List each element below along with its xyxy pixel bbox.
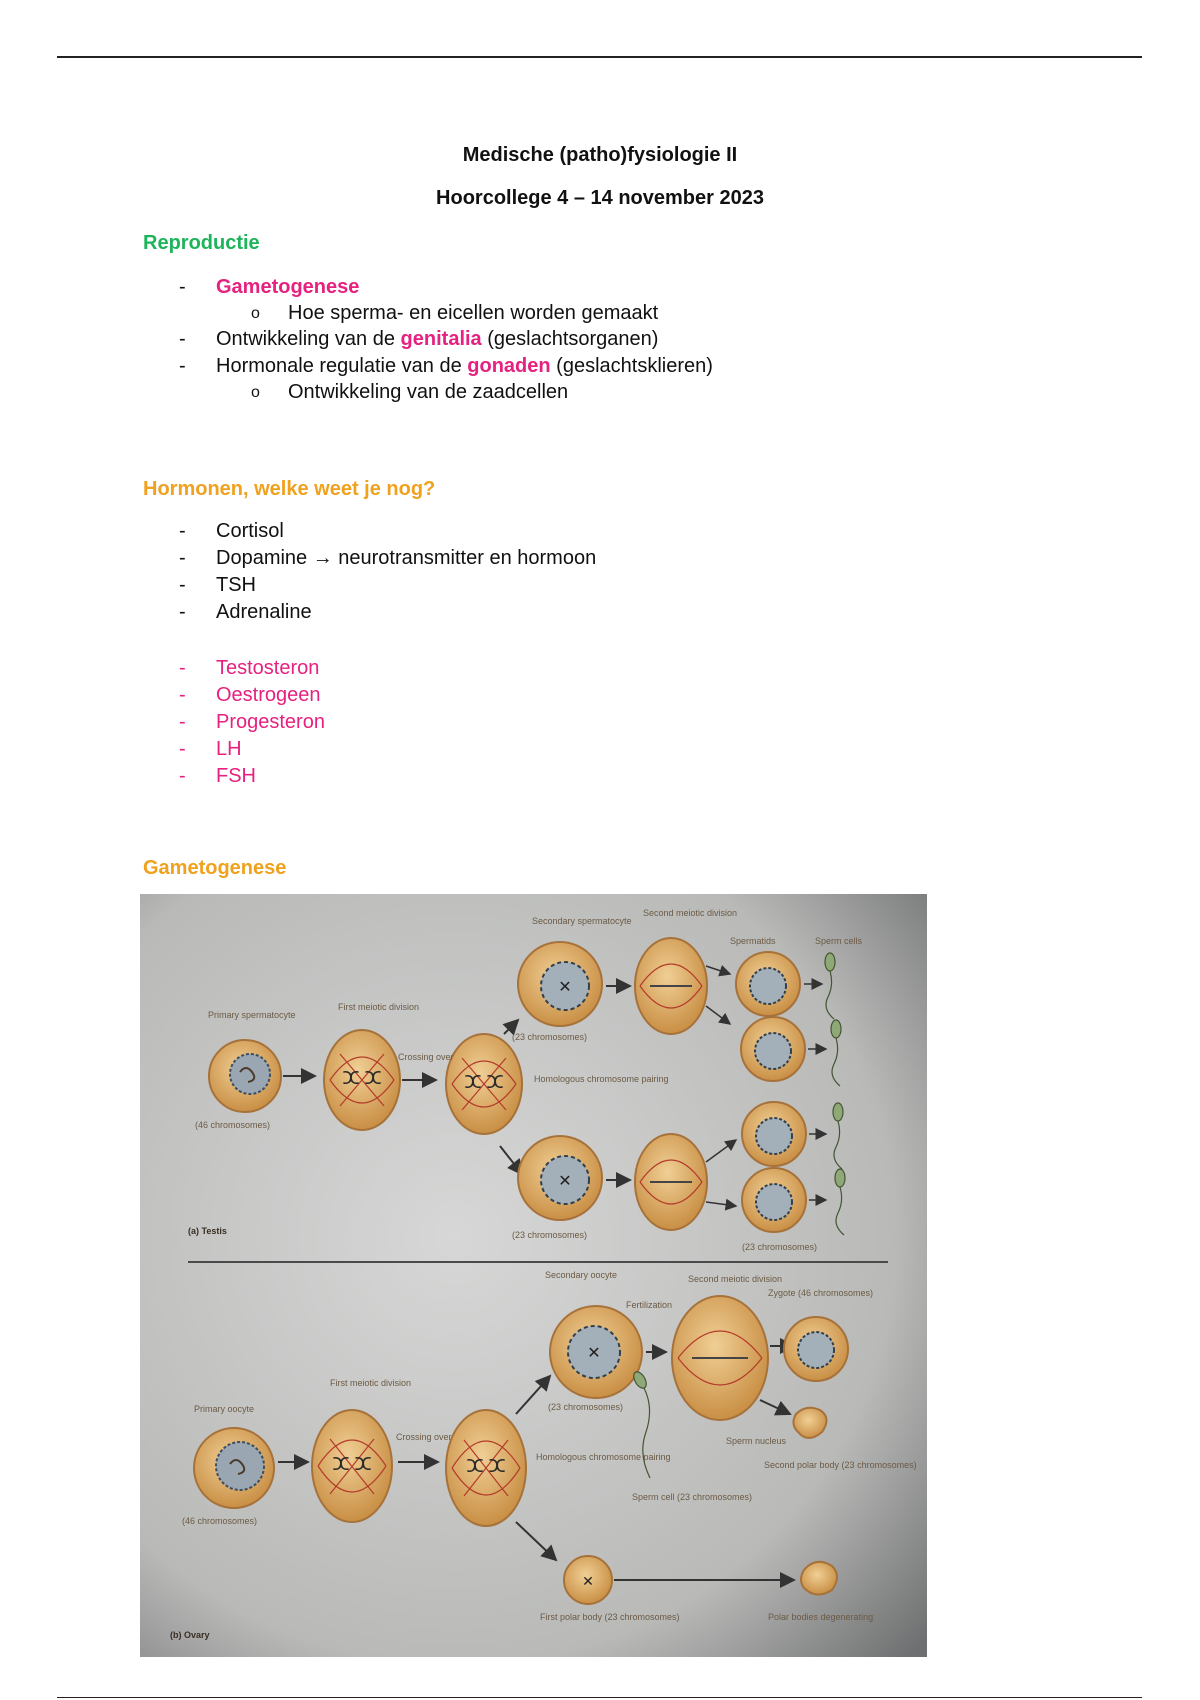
list-item: - Oestrogeen — [179, 684, 321, 706]
list-item: - LH — [179, 738, 242, 760]
label-secondary-count: (23 chromosomes) — [512, 1032, 588, 1042]
label-secondary-count: (23 chromosomes) — [512, 1230, 588, 1240]
gametogenesis-diagram — [140, 894, 927, 1657]
svg-text:ⵋ ⵋ: ⵋ ⵋ — [466, 1456, 506, 1476]
label-sperm-cells: Sperm cells — [815, 936, 863, 946]
list-item: - TSH — [179, 574, 256, 596]
label-first-division: First meiotic division — [338, 1002, 420, 1012]
list-item: - Adrenaline — [179, 601, 312, 623]
svg-text:✕: ✕ — [587, 1345, 601, 1362]
list-item: - Cortisol — [179, 520, 284, 542]
label-second-polar-body: Second polar body (23 chromosomes) — [764, 1460, 917, 1470]
label-first-division: First meiotic division — [330, 1378, 412, 1388]
second-polar-body — [793, 1408, 826, 1438]
label-pairing: Homologous chromosome pairing — [536, 1452, 671, 1462]
lecture-title: Hoorcollege 4 – 14 november 2023 — [436, 187, 764, 209]
label-crossing-over: Crossing over — [396, 1432, 452, 1442]
label-primary-count: (46 chromosomes) — [195, 1120, 271, 1130]
section-heading-hormonen: Hormonen, welke weet je nog? — [143, 478, 436, 500]
label-sperm-nucleus: Sperm nucleus — [726, 1436, 787, 1446]
svg-text:✕: ✕ — [582, 1573, 594, 1589]
list-item: - Progesteron — [179, 711, 325, 733]
label-crossing-over: Crossing over — [398, 1052, 454, 1062]
label-second-division: Second meiotic division — [688, 1274, 783, 1284]
label-primary-oocyte: Primary oocyte — [194, 1404, 255, 1414]
label-spermatids: Spermatids — [730, 936, 776, 946]
highlight-term: genitalia — [400, 328, 482, 350]
degenerating-polar-bodies — [801, 1562, 837, 1595]
highlight-term: Gametogenese — [216, 276, 360, 298]
list-item: - Ontwikkeling van de genitalia (geslachtsorganen) — [179, 328, 659, 350]
label-degenerating: Polar bodies degenerating — [768, 1612, 874, 1622]
course-title: Medische (patho)fysiologie II — [462, 144, 738, 166]
highlight-term: gonaden — [467, 355, 551, 377]
bottom-rule — [57, 1697, 1142, 1698]
svg-text:✕: ✕ — [558, 1173, 572, 1190]
gametogenesis-figure — [140, 894, 927, 1657]
sub-list-item: o Ontwikkeling van de zaadcellen — [251, 381, 569, 403]
list-item: - Dopamine → neurotransmitter en hormoon — [179, 547, 597, 569]
label-zygote: Zygote (46 chromosomes) — [768, 1288, 874, 1298]
label-primary-spermatocyte: Primary spermatocyte — [208, 1010, 296, 1020]
list-item: - Hormonale regulatie van de gonaden (geslachtsklieren) — [179, 355, 713, 377]
hormonen-list — [143, 518, 596, 626]
svg-text:ⵋ ⵋ: ⵋ ⵋ — [342, 1068, 382, 1088]
label-sperm-cell: Sperm cell (23 chromosomes) — [632, 1492, 753, 1502]
top-rule — [57, 56, 1142, 58]
label-fertilization: Fertilization — [626, 1300, 673, 1310]
hormonen-pink-list — [143, 655, 325, 790]
svg-text:ⵋ ⵋ: ⵋ ⵋ — [332, 1454, 372, 1474]
label-final-count: (23 chromosomes) — [742, 1242, 818, 1252]
list-item: - FSH — [179, 765, 256, 787]
label-secondary-spermatocyte: Secondary spermatocyte — [532, 916, 632, 926]
section-heading-reproductie: Reproductie — [143, 232, 260, 254]
label-secondary-oocyte: Secondary oocyte — [545, 1270, 618, 1280]
label-ovary-panel: (b) Ovary — [170, 1630, 210, 1640]
label-first-polar-body: First polar body (23 chromosomes) — [540, 1612, 680, 1622]
label-pairing: Homologous chromosome pairing — [534, 1074, 669, 1084]
svg-text:ⵋ ⵋ: ⵋ ⵋ — [464, 1072, 504, 1092]
label-primary-count: (46 chromosomes) — [182, 1516, 258, 1526]
label-testis-panel: (a) Testis — [188, 1226, 227, 1236]
label-secondary-count: (23 chromosomes) — [548, 1402, 624, 1412]
label-second-division: Second meiotic division — [643, 908, 738, 918]
section-heading-gametogenese: Gametogenese — [143, 857, 287, 879]
svg-text:✕: ✕ — [558, 979, 572, 996]
nucleus — [230, 1054, 270, 1094]
list-item: - Testosteron — [179, 657, 320, 679]
sub-list-item: o Hoe sperma- en eicellen worden gemaakt — [251, 302, 659, 324]
reproductie-list — [143, 274, 713, 405]
list-item: - Gametogenese — [179, 276, 360, 298]
